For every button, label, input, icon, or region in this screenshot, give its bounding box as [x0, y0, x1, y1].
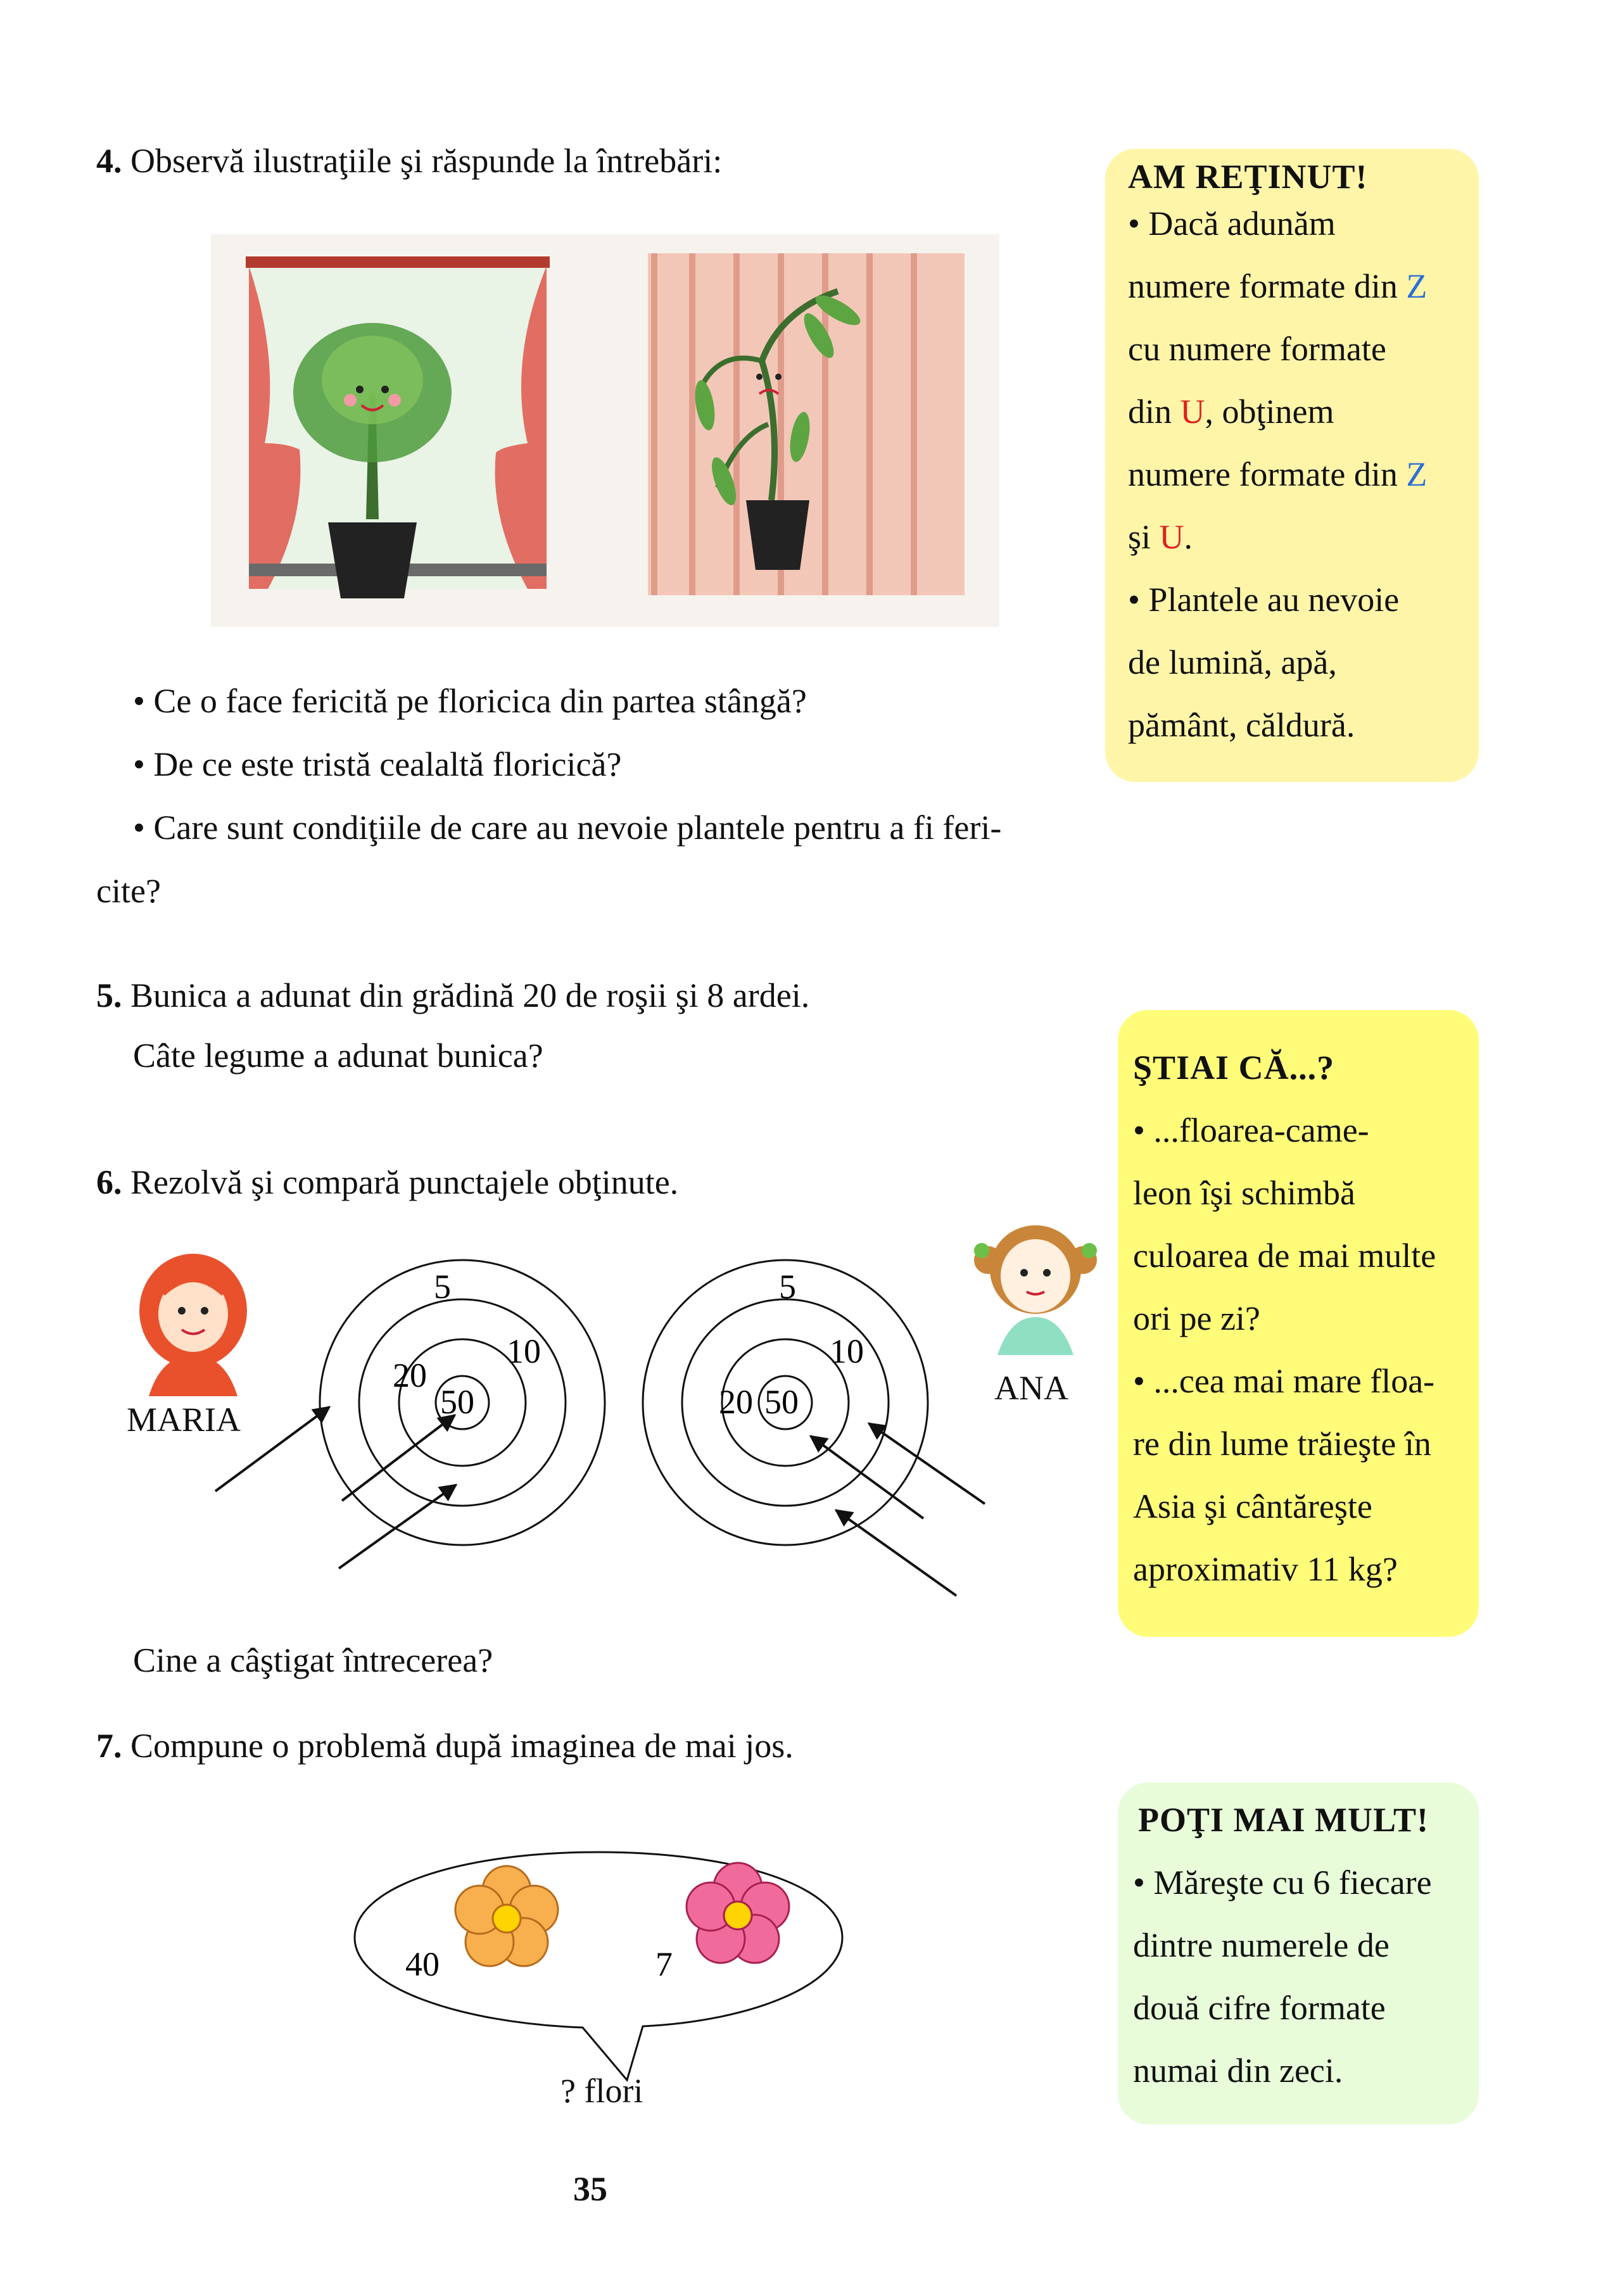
- box-line: ori pe zi?: [1133, 1299, 1260, 1337]
- box-line: numere formate din Z: [1128, 455, 1428, 493]
- box-line: dintre numerele de: [1133, 1926, 1390, 1964]
- exercise-5-line-1: [96, 975, 809, 1016]
- box-line: din U, obţinem: [1128, 392, 1334, 431]
- plants-window-drawing: [211, 234, 999, 627]
- pink-flower-count: 7: [655, 1945, 673, 1983]
- box-line: • ...floarea-came-: [1133, 1111, 1369, 1149]
- ana-avatar: [966, 1216, 1105, 1355]
- box-line: numai din zeci.: [1133, 2052, 1343, 2090]
- box-line: de lumină, apă,: [1128, 643, 1337, 681]
- box-line: • ...cea mai mare floa-: [1133, 1362, 1435, 1400]
- box-title: ŞTIAI CĂ...?: [1133, 1049, 1335, 1087]
- exercise-4-prompt: [96, 141, 722, 182]
- page-number: 35: [573, 2170, 607, 2208]
- exercise-number: 7.: [96, 1727, 122, 1765]
- orange-flower-icon: [455, 1866, 558, 1966]
- box-line: Asia şi cântăreşte: [1133, 1487, 1372, 1525]
- plants-illustration: [211, 234, 999, 627]
- flowers-question: ? flori: [560, 2072, 643, 2110]
- ana-ring-label-50: 50: [764, 1383, 799, 1421]
- exercise-text: Rezolvă şi compară punctajele obţinute.: [130, 1163, 679, 1201]
- box-line: şi U.: [1128, 517, 1193, 556]
- right-pot: [746, 500, 809, 570]
- box-line: aproximativ 11 kg?: [1133, 1550, 1398, 1588]
- box-line: re din lume trăieşte în: [1133, 1425, 1431, 1463]
- u-letter: U: [1159, 517, 1184, 556]
- exercise-number: 4.: [96, 142, 122, 180]
- ana-ring-label-20: 20: [719, 1383, 753, 1421]
- ana-arrow-3: [836, 1510, 956, 1596]
- exercise-text: Observă ilustraţiile şi răspunde la întrebări:: [130, 142, 723, 180]
- am-retinut-box: [1105, 149, 1479, 782]
- box-line: pământ, căldură.: [1128, 705, 1355, 744]
- ana-ring-label-5: 5: [779, 1268, 796, 1306]
- box-title: POŢI MAI MULT!: [1138, 1801, 1429, 1839]
- pink-flower-icon: [687, 1863, 789, 1963]
- maria-ring-label-5: 5: [434, 1268, 451, 1306]
- targets-drawing: [203, 1241, 1001, 1621]
- targets-figure: [203, 1241, 1001, 1621]
- u-letter: U: [1180, 392, 1205, 431]
- box-line: cu numere formate: [1128, 329, 1386, 368]
- box-line: numere formate din Z: [1128, 267, 1428, 305]
- box-line: • Plantele au nevoie: [1128, 580, 1400, 619]
- maria-arrow-1: [215, 1407, 329, 1491]
- poti-mai-mult-box: [1118, 1782, 1479, 2124]
- exercise-4-question-3: • Care sunt condiţiile de care au nevoie plantele pentru a fi feri-: [133, 809, 1002, 847]
- exercise-7-prompt: [96, 1725, 794, 1767]
- exercise-6-question: Cine a câştigat întrecerea?: [133, 1641, 493, 1679]
- box-line: • Măreşte cu 6 fiecare: [1133, 1864, 1432, 1902]
- box-line: leon îşi schimbă: [1133, 1174, 1355, 1212]
- ana-ring-label-10: 10: [830, 1332, 864, 1370]
- exercise-6-prompt: [96, 1162, 678, 1203]
- maria-ring-label-50: 50: [440, 1383, 474, 1421]
- left-pot: [328, 522, 417, 598]
- box-title: AM REŢINUT!: [1128, 158, 1368, 196]
- exercise-5-line-2: Câte legume a adunat bunica?: [133, 1037, 543, 1075]
- exercise-4-question-2: • De ce este tristă cealaltă floricică?: [133, 745, 622, 783]
- left-curtain-rod: [246, 256, 550, 268]
- exercise-text: Bunica a adunat din grădină 20 de roşii şi 8 ardei.: [130, 976, 810, 1014]
- exercise-4-question-3-cont: cite?: [96, 872, 161, 910]
- maria-ring-label-10: 10: [507, 1332, 541, 1370]
- maria-name: MARIA: [127, 1401, 241, 1439]
- exercise-number: 6.: [96, 1163, 122, 1201]
- z-letter: Z: [1406, 267, 1428, 305]
- maria-arrow-2: [342, 1415, 455, 1501]
- exercise-4-question-1: • Ce o face fericită pe floricica din partea stângă?: [133, 682, 807, 720]
- box-line: culoarea de mai multe: [1133, 1237, 1436, 1275]
- exercise-number: 5.: [96, 976, 122, 1014]
- exercise-text: Compune o problemă după imaginea de mai jos.: [130, 1727, 794, 1765]
- stiai-ca-box: [1118, 1010, 1479, 1637]
- flowers-speech-bubble: [345, 1843, 852, 2096]
- box-line: două cifre formate: [1133, 1989, 1386, 2027]
- orange-flower-count: 40: [405, 1945, 440, 1983]
- ana-name: ANA: [994, 1369, 1068, 1407]
- box-line: • Dacă adunăm: [1128, 204, 1336, 243]
- maria-ring-label-20: 20: [393, 1356, 427, 1394]
- z-letter: Z: [1406, 455, 1428, 493]
